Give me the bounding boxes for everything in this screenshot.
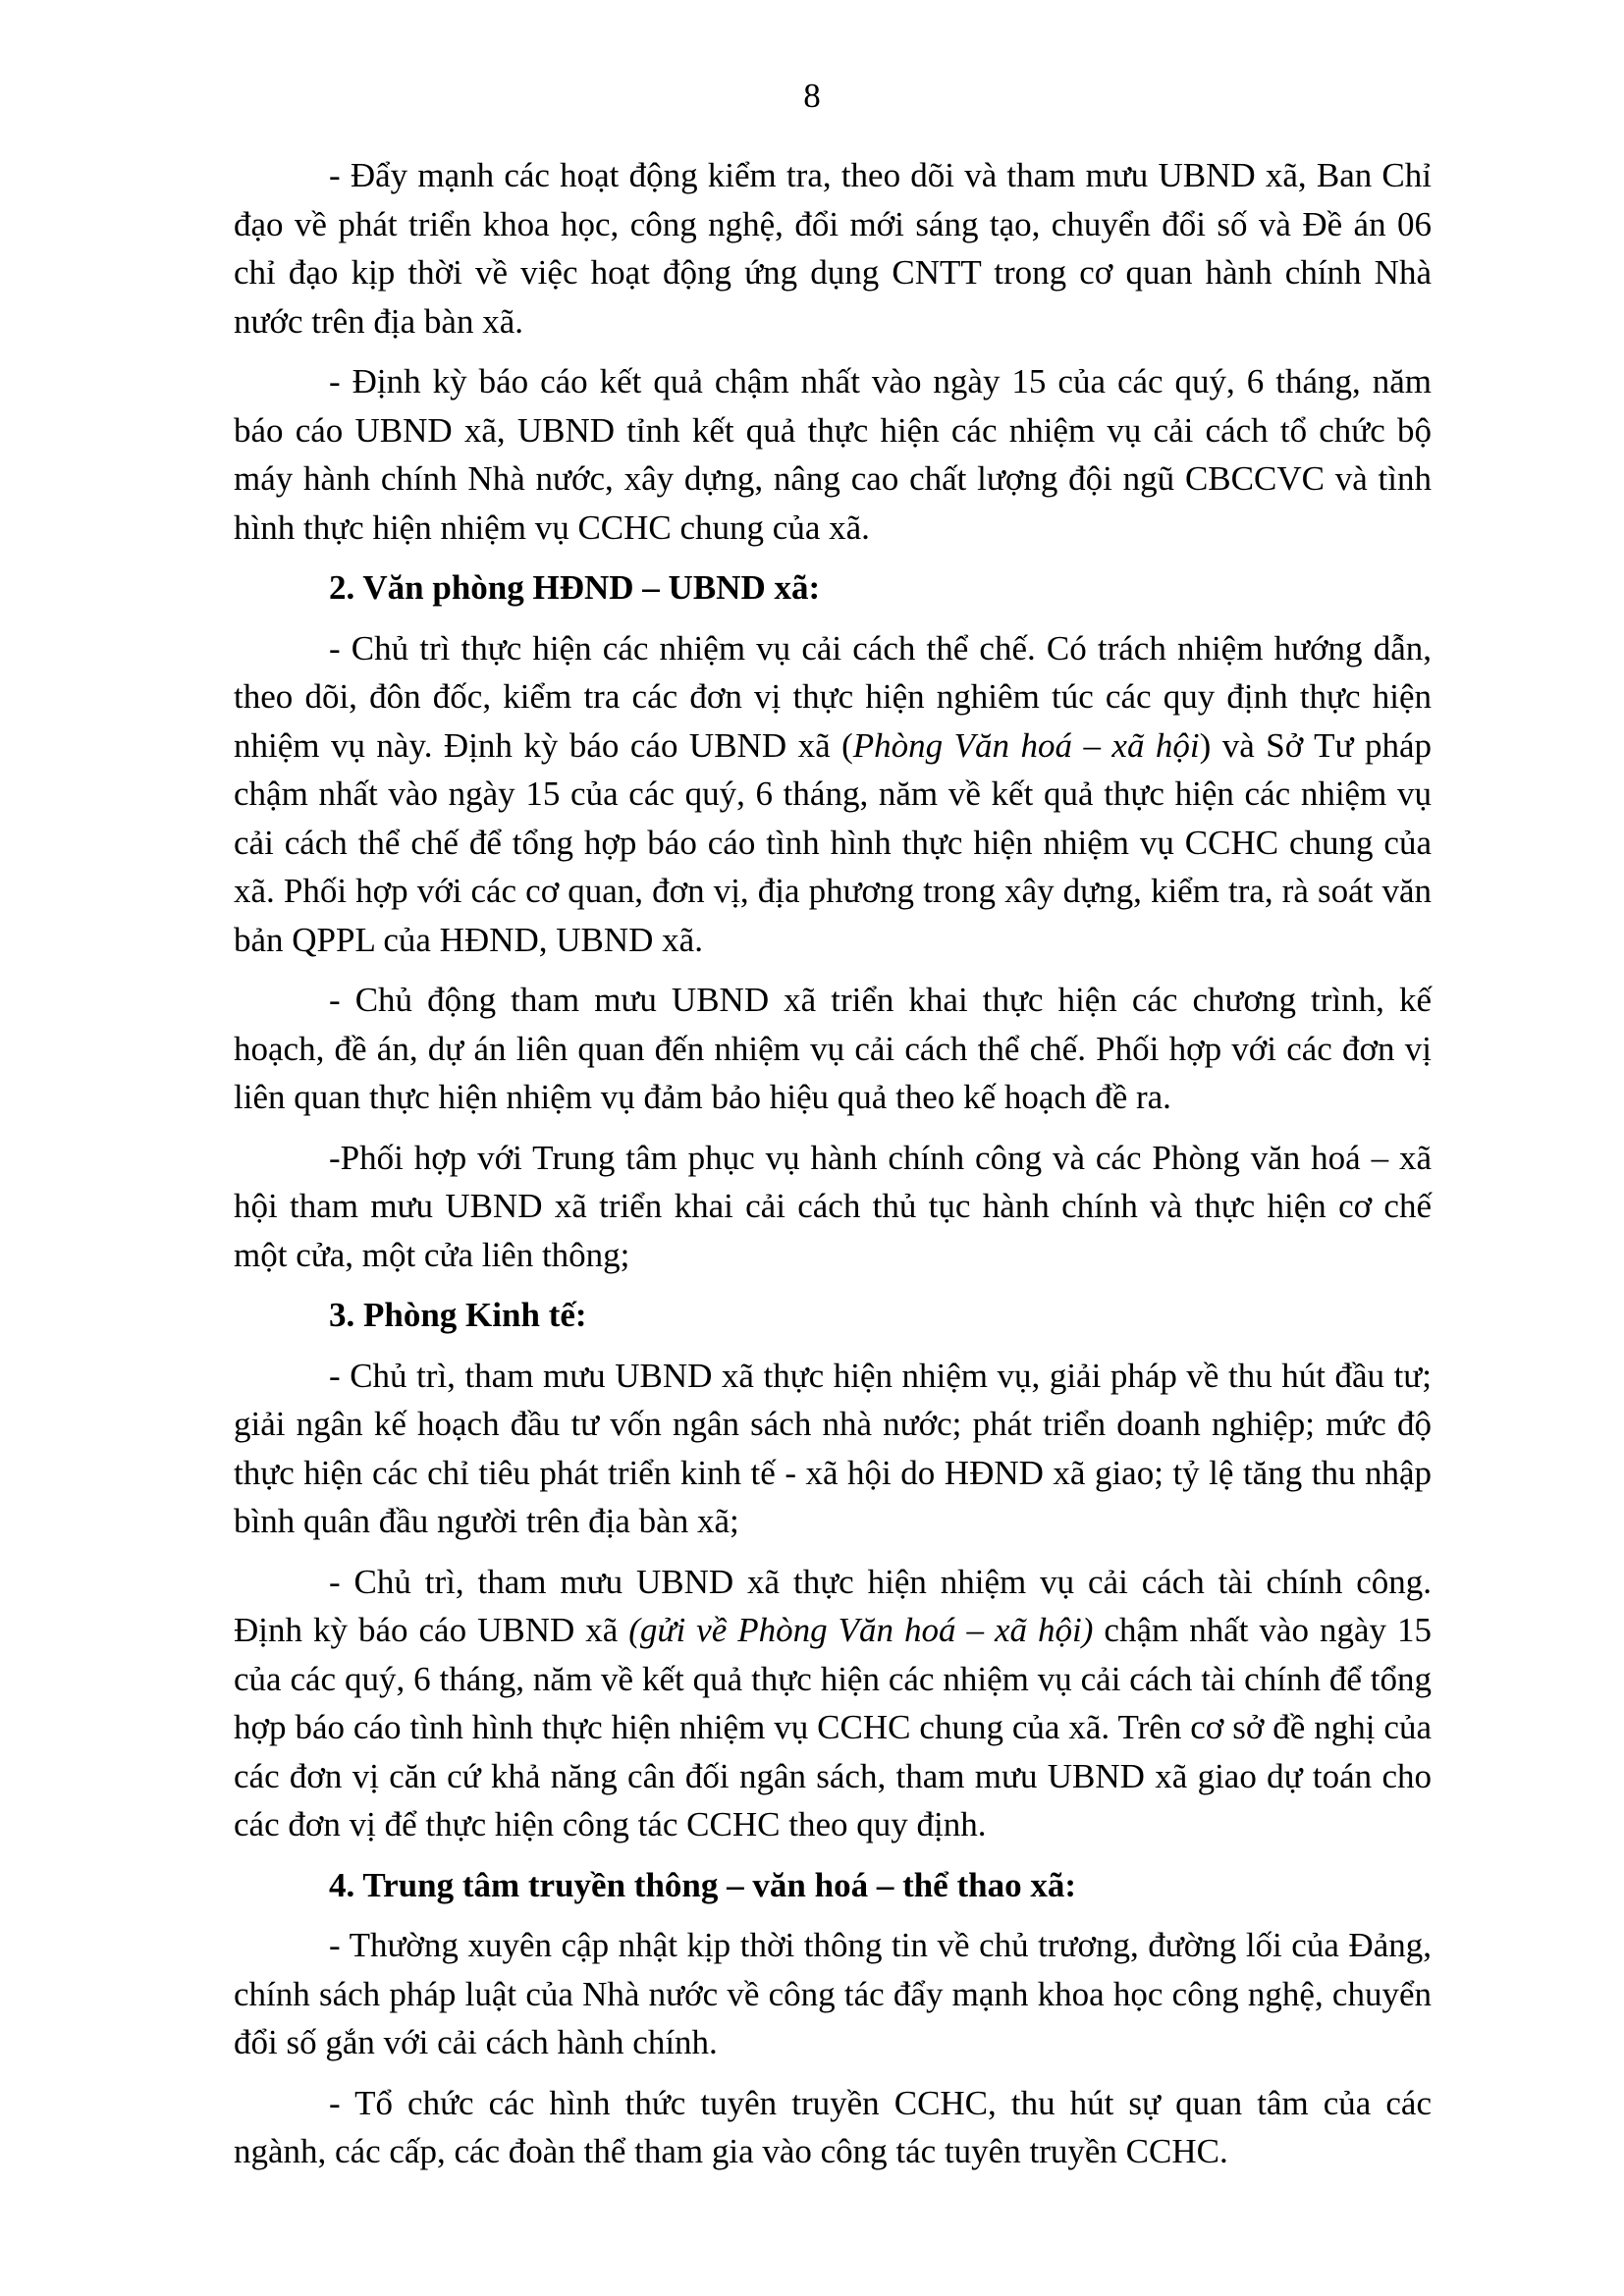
section-heading-media-center: 4. Trung tâm truyền thông – văn hoá – thể thao xã: (329, 1865, 1076, 1904)
italic-text: (gửi về Phòng Văn hoá – xã hội) (628, 1611, 1094, 1649)
paragraph-one-stop: -Phối hợp với Trung tâm phục vụ hành chính công và các Phòng văn hoá – xã hội tham mưu UBND xã triển khai cải cách thủ tục hành chính và thực hiện cơ chế một cửa, một cửa liên thông; (234, 1138, 1432, 1274)
section-heading-economy: 3. Phòng Kinh tế: (329, 1296, 587, 1334)
paragraph-text: - Chủ trì thực hiện các nhiệm vụ cải cách thể chế. Có trách nhiệm hướng dẫn, theo dõi, đôn đốc, kiểm tra các đơn vị thực hiện nghiêm túc các quy định thực hiện nhiệm vụ này. Định kỳ báo cáo UBND xã ( (234, 628, 1432, 765)
paragraph-text: ) và Sở Tư pháp chậm nhất vào ngày 15 của các quý, 6 tháng, năm về kết quả thực hiện các nhiệm vụ cải cách thể chế để tổng hợp báo cáo tình hình thực hiện nhiệm vụ CCHC chung của xã. Phối hợp với các cơ quan, đơn vị, địa phương trong xây dựng, kiểm tra, rà soát văn bản QPPL của HĐND, UBND xã. (234, 725, 1432, 959)
section-heading-office: 2. Văn phòng HĐND – UBND xã: (329, 568, 821, 607)
italic-text: Phòng Văn hoá – xã hội (852, 725, 1200, 765)
paragraph-propaganda: - Tổ chức các hình thức tuyên truyền CCHC, thu hút sự quan tâm của các ngành, các cấp, các đoàn thể tham gia vào công tác tuyên truyền CCHC. (234, 2083, 1432, 2170)
paragraph-text: - Chủ trì, tham mưu UBND xã thực hiện nhiệm vụ cải cách tài chính công. Định kỳ báo cáo UBND xã (234, 1562, 1432, 1649)
paragraph-text: chậm nhất vào ngày 15 của các quý, 6 tháng, năm về kết quả thực hiện các nhiệm vụ cải cách tài chính để tổng hợp báo cáo tình hình thực hiện nhiệm vụ CCHC chung của xã. Trên cơ sở đề nghị của các đơn vị căn cứ khả năng cân đối ngân sách, tham mưu UBND xã giao dự toán cho các đơn vị để thực hiện công tác CCHC theo quy định. (234, 1611, 1433, 1843)
paragraph-periodic-report: - Định kỳ báo cáo kết quả chậm nhất vào ngày 15 của các quý, 6 tháng, năm báo cáo UBND xã, UBND tỉnh kết quả thực hiện các nhiệm vụ cải cách tổ chức bộ máy hành chính Nhà nước, xây dựng, nâng cao chất lượng đội ngũ CBCCVC và tình hình thực hiện nhiệm vụ CCHC chung của xã. (234, 362, 1432, 547)
paragraph-public-finance (234, 1558, 1432, 1849)
document-body (234, 151, 1432, 2188)
paragraph-proactive-advice: - Chủ động tham mưu UBND xã triển khai thực hiện các chương trình, kế hoạch, đề án, dự án liên quan đến nhiệm vụ cải cách thể chế. Phối hợp với các đơn vị liên quan thực hiện nhiệm vụ đảm bảo hiệu quả theo kế hoạch đề ra. (234, 981, 1432, 1116)
paragraph-investment: - Chủ trì, tham mưu UBND xã thực hiện nhiệm vụ, giải pháp về thu hút đầu tư; giải ngân kế hoạch đầu tư vốn ngân sách nhà nước; phát triển doanh nghiệp; mức độ thực hiện các chỉ tiêu phát triển kinh tế - xã hội do HĐND xã giao; tỷ lệ tăng thu nhập bình quân đầu người trên địa bàn xã; (234, 1356, 1432, 1540)
page-number: 8 (803, 77, 821, 115)
paragraph-information-update: - Thường xuyên cập nhật kịp thời thông tin về chủ trương, đường lối của Đảng, chính sách pháp luật của Nhà nước về công tác đẩy mạnh khoa học công nghệ, chuyển đổi số gắn với cải cách hành chính. (234, 1926, 1432, 2061)
paragraph-inspection: - Đẩy mạnh các hoạt động kiểm tra, theo dõi và tham mưu UBND xã, Ban Chỉ đạo về phát triển khoa học, công nghệ, đổi mới sáng tạo, chuyển đổi số và Đề án 06 chỉ đạo kịp thời về việc hoạt động ứng dụng CNTT trong cơ quan hành chính Nhà nước trên địa bàn xã. (234, 156, 1432, 341)
paragraph-institutional-reform (234, 624, 1432, 965)
